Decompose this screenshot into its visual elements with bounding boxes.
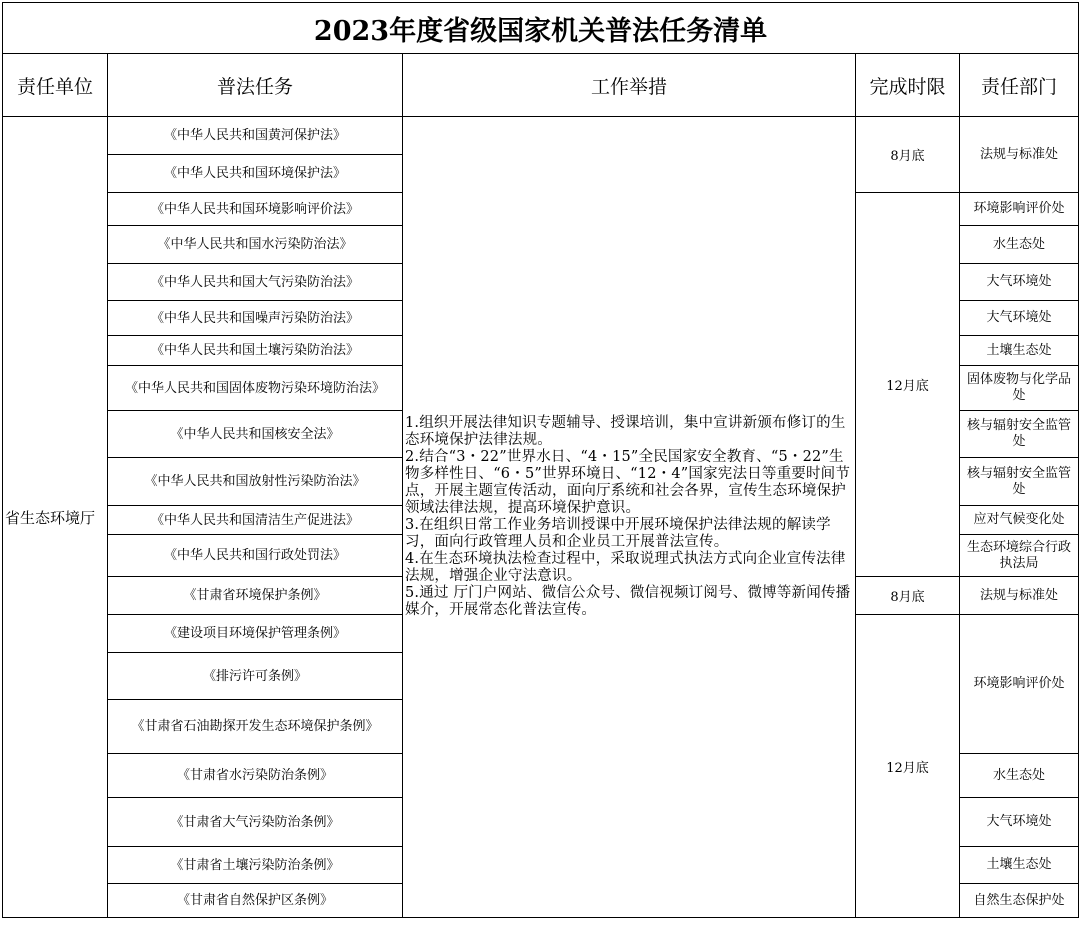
task-item: 《中华人民共和国行政处罚法》 — [108, 535, 403, 577]
dept: 自然生态保护处 — [960, 884, 1079, 918]
dept: 核与辐射安全监管处 — [960, 458, 1079, 506]
task-item: 《中华人民共和国清洁生产促进法》 — [108, 506, 403, 535]
measure-item: 4.在生态环境执法检查过程中，采取说理式执法方式向企业宣传法律法规，增强企业守法意识。 — [405, 551, 846, 584]
task-item: 《中华人民共和国核安全法》 — [108, 411, 403, 458]
task-list-table — [2, 2, 1079, 918]
work-measures — [403, 117, 856, 918]
task-item: 《中华人民共和国放射性污染防治法》 — [108, 458, 403, 506]
dept: 土壤生态处 — [960, 336, 1079, 366]
deadline: 8月底 — [856, 577, 960, 615]
measure-item: 3.在组织日常工作业务培训授课中开展环境保护法律法规的解读学习，面向行政管理人员和企业员工开展普法宣传。 — [405, 517, 831, 550]
task-item: 《甘肃省土壤污染防治条例》 — [108, 847, 403, 884]
dept: 法规与标准处 — [960, 577, 1079, 615]
deadline: 12月底 — [856, 193, 960, 577]
dept: 应对气候变化处 — [960, 506, 1079, 535]
task-item: 《中华人民共和国水污染防治法》 — [108, 226, 403, 264]
deadline: 12月底 — [856, 615, 960, 918]
measure-item: 1.组织开展法律知识专题辅导、授课培训，集中宣讲新颁布修订的生态环境保护法律法规。 — [405, 415, 846, 448]
dept: 水生态处 — [960, 226, 1079, 264]
task-item: 《中华人民共和国噪声污染防治法》 — [108, 301, 403, 336]
task-item: 《建设项目环境保护管理条例》 — [108, 615, 403, 653]
dept: 环境影响评价处 — [960, 193, 1079, 226]
header-task: 普法任务 — [108, 54, 403, 117]
task-item: 《甘肃省大气污染防治条例》 — [108, 798, 403, 847]
dept: 法规与标准处 — [960, 117, 1079, 193]
dept: 水生态处 — [960, 754, 1079, 798]
header-measures: 工作举措 — [403, 54, 856, 117]
dept: 大气环境处 — [960, 264, 1079, 301]
task-item: 《中华人民共和国环境保护法》 — [108, 155, 403, 193]
task-item: 《中华人民共和国大气污染防治法》 — [108, 264, 403, 301]
header-unit: 责任单位 — [3, 54, 108, 117]
task-item: 《甘肃省石油勘探开发生态环境保护条例》 — [108, 700, 403, 754]
header-deadline: 完成时限 — [856, 54, 960, 117]
dept: 核与辐射安全监管处 — [960, 411, 1079, 458]
page-title: 2023年度省级国家机关普法任务清单 — [3, 3, 1079, 54]
task-item: 《排污许可条例》 — [108, 653, 403, 700]
task-item: 《甘肃省环境保护条例》 — [108, 577, 403, 615]
measure-item: 2.结合“3・22”世界水日、“4・15”全民国家安全教育、“5・22”生物多样性日、“6・5”世界环境日、“12・4”国家宪法日等重要时间节点，开展主题宣传活动，面向厅系统和社会各界，宣传生态环境保护领域法律法规，提高环境保护意识。 — [405, 449, 851, 516]
measure-item: 5.通过 厅门户网站、微信公众号、微信视频订阅号、微博等新闻传播媒介，开展常态化普法宣传。 — [405, 585, 851, 618]
header-dept: 责任部门 — [960, 54, 1079, 117]
dept: 大气环境处 — [960, 798, 1079, 847]
task-item: 《甘肃省水污染防治条例》 — [108, 754, 403, 798]
deadline: 8月底 — [856, 117, 960, 193]
dept: 大气环境处 — [960, 301, 1079, 336]
dept: 土壤生态处 — [960, 847, 1079, 884]
dept: 固体废物与化学品处 — [960, 366, 1079, 411]
dept: 环境影响评价处 — [960, 615, 1079, 754]
dept: 生态环境综合行政执法局 — [960, 535, 1079, 577]
task-item: 《中华人民共和国环境影响评价法》 — [108, 193, 403, 226]
task-item: 《甘肃省自然保护区条例》 — [108, 884, 403, 918]
task-item: 《中华人民共和国黄河保护法》 — [108, 117, 403, 155]
responsible-unit: 省生态环境厅 — [3, 117, 108, 918]
task-item: 《中华人民共和国土壤污染防治法》 — [108, 336, 403, 366]
task-item: 《中华人民共和国固体废物污染环境防治法》 — [108, 366, 403, 411]
